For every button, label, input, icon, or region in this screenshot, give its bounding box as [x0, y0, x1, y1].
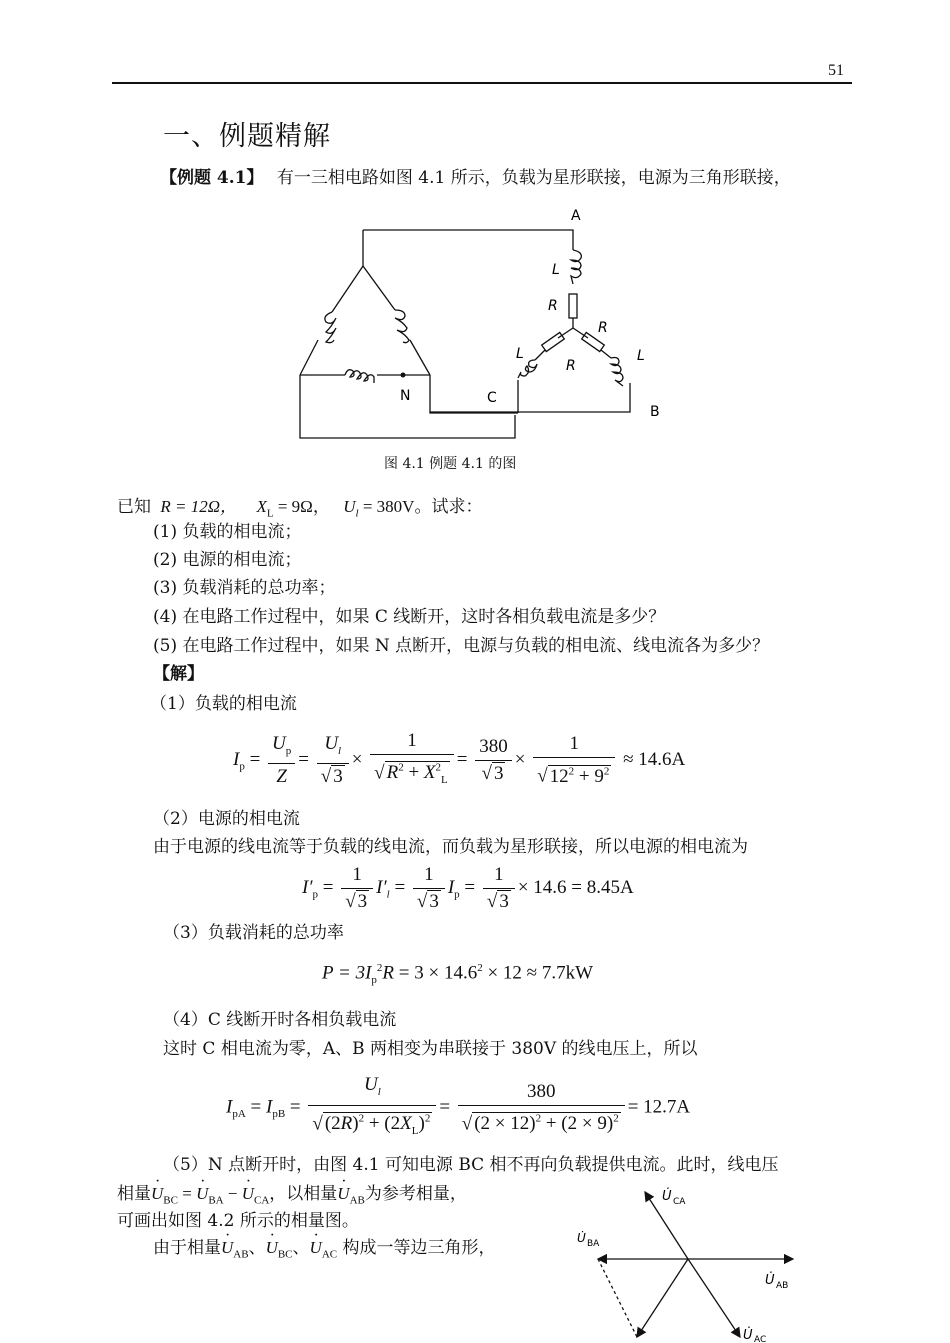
- node-n-dot: [401, 373, 406, 378]
- svg-text:U̇: U̇: [743, 1328, 753, 1343]
- s4-title: （4）C 线断开时各相负载电流: [163, 1010, 397, 1030]
- given-prefix: 已知: [117, 497, 151, 517]
- svg-text:U̇: U̇: [662, 1189, 672, 1204]
- phasor-uac: [688, 1259, 740, 1337]
- delta-right-coil: [395, 310, 409, 343]
- circuit-diagram: [290, 200, 670, 450]
- label-b: B: [650, 404, 660, 420]
- s4-result: = 12.7A: [627, 1096, 691, 1118]
- s3-tail: × 12 ≈ 7.7kW: [482, 962, 594, 984]
- s5-line1: （5）N 点断开时，由图 4.1 可知电源 BC 相不再向负载提供电流。此时，线电压: [163, 1155, 779, 1175]
- page-number: 51: [828, 62, 844, 79]
- s5-line3: 可画出如图 4.2 所示的相量图。: [117, 1211, 359, 1231]
- s3-title: （3）负载消耗的总功率: [163, 923, 344, 943]
- equation-1: $I_p$ = $\frac{U_p}{Z}$ = $\frac{U_l}{√ 3}$ × $\frac{1}{√ R^2 + X^2_L}$ = $\frac{380}{√ 3}$ × $\frac{1}{√ 12^2 + 9^2}$ ≈ 14.6A: [233, 730, 686, 788]
- example-intro: [160, 167, 791, 189]
- s5-line4a: 由于相量: [153, 1238, 221, 1258]
- label-l-a: L: [552, 262, 560, 278]
- label-l-b: L: [637, 348, 645, 364]
- label-r-c: R: [566, 358, 576, 374]
- label-uca: CA: [673, 1197, 686, 1207]
- label-l-c: L: [516, 346, 524, 362]
- given-xl-sym: X: [256, 497, 267, 516]
- given-xl-val: = 9Ω，: [273, 497, 330, 516]
- s1-result: ≈ 14.6A: [623, 748, 686, 770]
- header-rule: [112, 82, 852, 84]
- s2-text: 由于电源的线电流等于负载的线电流，而负载为星形联接，所以电源的相电流为: [153, 837, 748, 857]
- s5-line4: 由于相量· $U_{AB}$、· $U_{BC}$、· $U_{AC}$ 构成一等边三角形，: [153, 1237, 496, 1265]
- label-c: C: [487, 390, 497, 406]
- label-uac: AC: [754, 1335, 767, 1343]
- s5-line2c: 为参考相量，: [364, 1184, 467, 1204]
- equation-4: $I_{pA} = I_{pB}$ = $\frac{U_l}{√ (2R)^2 + (2X_L)^2}$ = $\frac{380}{√ (2 \times 12)^2 + (2 \times 9)^2}$ = 12.7A: [226, 1074, 691, 1137]
- s4-num: 380: [458, 1081, 625, 1106]
- s5-line2a: 相量: [117, 1184, 151, 1204]
- given-r: R = 12Ω，: [160, 497, 238, 516]
- label-uab: AB: [776, 1281, 789, 1291]
- given-suffix: 。试求：: [414, 497, 483, 517]
- s2-title: （2）电源的相电流: [153, 809, 300, 829]
- equation-2: $I'_p$ = $\frac{1}{√ 3}$ $I'_l$ = $\frac{1}{√ 3}$ $I_p$ = $\frac{1}{√ 3}$ × 14.6 = 8.45A: [302, 864, 634, 912]
- given-xl-sub: L: [266, 507, 274, 520]
- question-3: (3) 负载消耗的总功率；: [153, 578, 336, 598]
- example-tag: 【例题 4.1】: [160, 168, 264, 188]
- given-ul-sub: l: [355, 507, 359, 520]
- given-ul-sym: U: [343, 497, 356, 516]
- figure1-caption: 图 4.1 例题 4.1 的图: [384, 456, 517, 472]
- section-title: 一、例题精解: [163, 121, 331, 152]
- given-ul-val: = 380V: [358, 497, 415, 516]
- s5-line4b: 构成一等边三角形，: [342, 1238, 496, 1258]
- s5-line2: 相量· $U_{BC}$ = · $U_{BA}$ − · $U_{CA}$，以相量· $U_{AB}$为参考相量，: [117, 1183, 467, 1211]
- question-5: (5) 在电路工作过程中，如果 N 点断开，电源与负载的相电流、线电流各为多少？: [153, 636, 770, 656]
- equation-3: $P = 3I_p^2R = 3 \times 14.6^2 \times 12 \approx 7.7kW$: [322, 962, 594, 987]
- s5-line2b: ，以相量: [269, 1184, 338, 1204]
- question-2: (2) 电源的相电流；: [153, 550, 302, 570]
- solution-label: 【解】: [153, 664, 204, 684]
- question-4: (4) 在电路工作过程中，如果 C 线断开，这时各相负载电流是多少？: [153, 607, 666, 627]
- example-text: 有一三相电路如图 4.1 所示，负载为星形联接，电源为三角形联接，: [276, 168, 791, 188]
- s3-eq: P = 3I: [322, 962, 372, 984]
- delta-base-coil: [345, 370, 374, 383]
- phasor-dash: [598, 1259, 637, 1337]
- question-1: (1) 负载的相电流；: [153, 522, 302, 542]
- s2-result: × 14.6 = 8.45A: [517, 876, 634, 898]
- s1-title: （1）负载的相电流: [150, 694, 297, 714]
- s3-result: = 3 × 14.6: [394, 962, 478, 984]
- phasor-diagram: [565, 1182, 815, 1343]
- label-n: N: [400, 388, 411, 404]
- delta-left-coil: [325, 312, 336, 343]
- phasor-ubc: [637, 1259, 688, 1337]
- s4-text: 这时 C 相电流为零，A、B 两相变为串联接于 380V 的线电压上，所以: [163, 1039, 698, 1059]
- label-a: A: [571, 208, 581, 224]
- label-r-b: R: [598, 320, 608, 336]
- svg-text:U̇: U̇: [765, 1273, 775, 1288]
- label-r-a: R: [548, 298, 558, 314]
- svg-text:U̇: U̇: [577, 1231, 586, 1245]
- label-uba: BA: [587, 1239, 600, 1249]
